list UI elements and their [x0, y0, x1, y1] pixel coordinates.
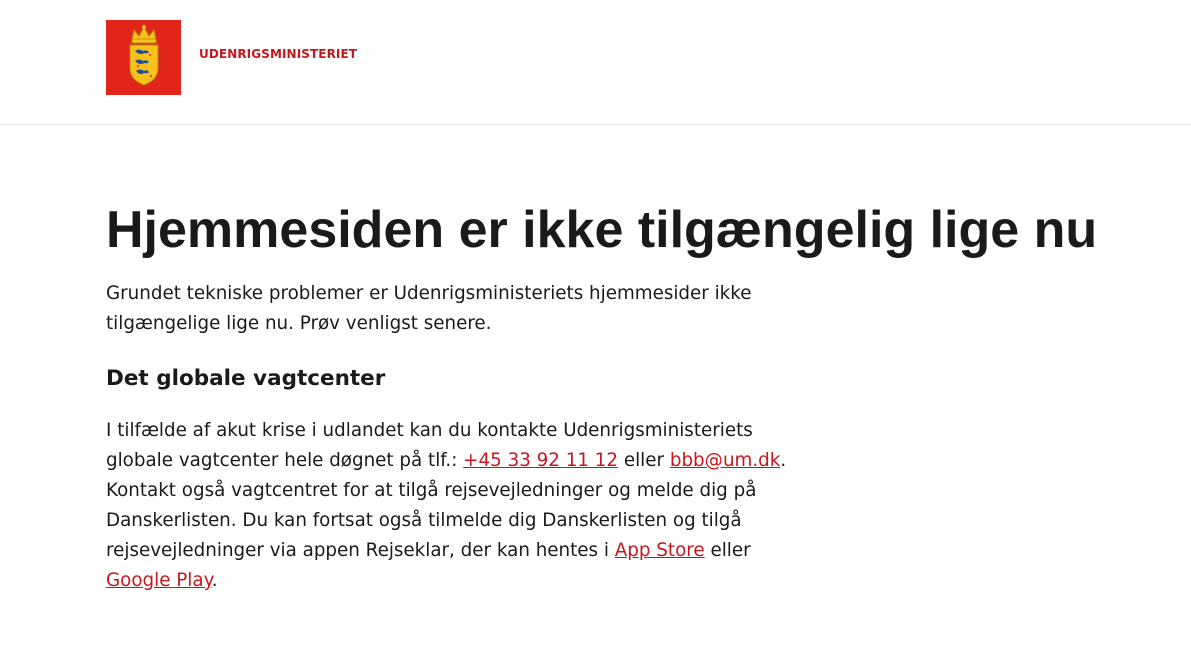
email-link[interactable]: bbb@um.dk — [669, 450, 781, 471]
intro-paragraph: Grundet tekniske problemer er Udenrigsministeriets hjemmesider ikke tilgængelige lige nu. Prøv venligst senere. — [106, 283, 752, 334]
logo[interactable] — [106, 20, 181, 95]
contact-paragraph — [106, 416, 806, 596]
page-title: Hjemmesiden er ikke tilgængelig lige nu — [106, 201, 1098, 259]
contact-text-3: . Kontakt også vagtcentret for at tilgå rejsevejledninger og melde dig på Danskerlisten. Du kan fortsat også tilmelde dig Danskerlisten og tilgå rejsevejledninger via appen Rejseklar, der kan hentes i — [106, 450, 787, 561]
contact-text-1: I tilfælde af akut krise i udlandet kan du kontakte Udenrigsministeriets globale vagtcenter hele døgnet på tlf.: — [106, 420, 753, 471]
org-name[interactable]: UDENRIGSMINISTERIET — [199, 47, 358, 61]
section-heading: Det globale vagtcenter — [106, 366, 386, 391]
phone-link[interactable]: +45 33 92 11 12 — [463, 450, 619, 471]
contact-text-5: . — [211, 570, 218, 591]
app-store-link[interactable]: App Store — [614, 540, 705, 561]
contact-text-4: eller — [704, 540, 751, 561]
google-play-link[interactable]: Google Play — [106, 570, 212, 591]
site-header — [0, 0, 1191, 125]
coat-of-arms-icon — [124, 24, 164, 92]
contact-text-2: eller — [618, 450, 670, 471]
main-content — [106, 195, 1098, 596]
